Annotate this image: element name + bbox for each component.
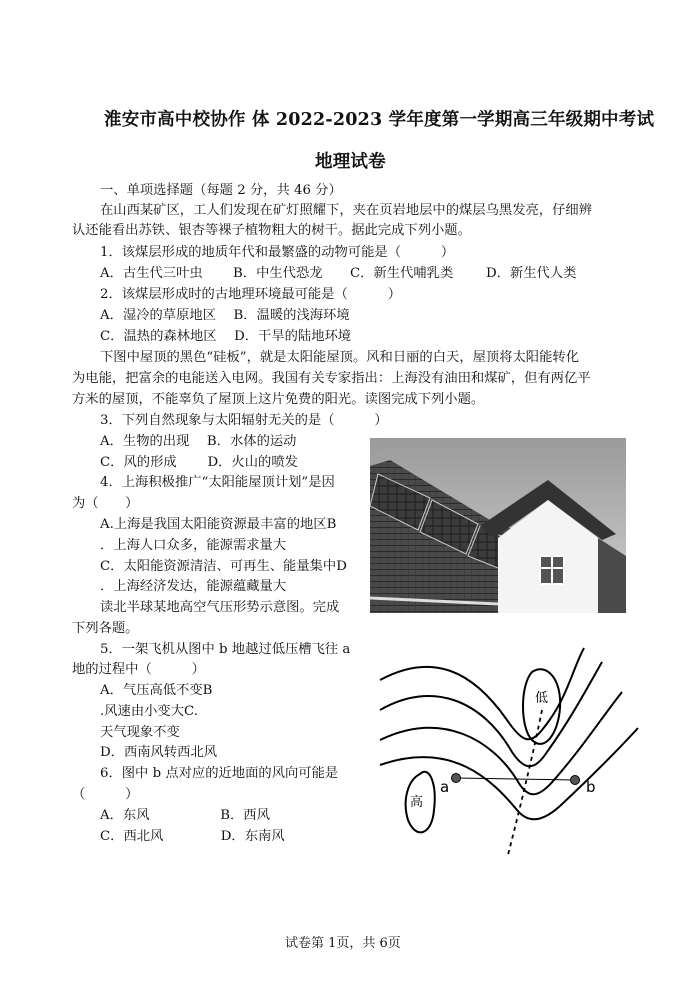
passage-3-line-2: 下列各题。 — [72, 621, 139, 636]
passage-2-line-1: 下图中屋顶的黑色“硅板”，就是太阳能屋顶。风和日丽的白天，屋顶将太阳能转化 — [100, 350, 579, 365]
solar-roof-photo — [370, 438, 626, 613]
question-4-option-line-4: ．上海经济发达，能源蕴藏量大 — [100, 579, 287, 594]
question-6-stem-line-2: （ ） — [72, 787, 139, 802]
question-2-options-line-1: A．湿冷的草原地区 B．温暖的浅海环境 — [100, 308, 350, 323]
question-6-options-line-2: C．西北风 D．东南风 — [100, 829, 285, 844]
point-a-label: a — [440, 778, 450, 796]
low-pressure-label: 低 — [535, 691, 549, 706]
question-4-option-line-1: A.上海是我国太阳能资源最丰富的地区B — [100, 517, 337, 532]
question-2-stem: 2．该煤层形成时的古地理环境最可能是（ ） — [100, 287, 401, 302]
question-6-stem-line-1: 6．图中 b 点对应的近地面的风向可能是 — [100, 766, 339, 781]
question-3-stem: 3．下列自然现象与太阳辐射无关的是（ ） — [100, 413, 388, 428]
exam-title: 淮安市高中校协作 体 2022-2023 学年度第一学期高三年级期中考试 — [104, 110, 655, 130]
high-pressure-label: 高 — [410, 795, 424, 810]
question-4-option-line-2: ．上海人口众多，能源需求量大 — [100, 538, 287, 553]
passage-3-line-1: 读北半球某地高空气压形势示意图。完成 — [100, 600, 340, 615]
question-3-options-line-1: A．生物的出现 B．水体的运动 — [100, 434, 297, 449]
passage-2-line-2: 为电能，把富余的电能送入电网。我国有关专家指出：上海没有油田和煤矿，但有两亿平 — [72, 371, 591, 386]
passage-1-line-2: 认还能看出苏铁、银杏等裸子植物粗大的树干。据此完成下列小题。 — [72, 223, 471, 238]
question-5-stem-line-2: 地的过程中（ ） — [72, 662, 205, 677]
passage-1-line-1: 在山西某矿区，工人们发现在矿灯照耀下，夹在页岩地层中的煤层乌黑发亮，仔细辨 — [100, 203, 592, 218]
point-b-label: b — [586, 778, 596, 796]
question-1-option-d: D．新生代人类 — [486, 266, 577, 281]
question-4-stem-line-2: 为（ ） — [72, 496, 139, 511]
question-5-stem-line-1: 5．一架飞机从图中 b 地越过低压槽飞往 a — [100, 642, 351, 657]
section-heading: 一、单项选择题（每题 2 分，共 46 分） — [100, 183, 342, 198]
page-footer: 试卷第 1页，共 6页 — [285, 936, 401, 951]
question-5-option-line-4: D．西南风转西北风 — [100, 745, 218, 760]
question-5-option-line-1: A．气压高低不变B — [100, 683, 213, 698]
question-3-options-line-2: C．风的形成 D．火山的喷发 — [100, 455, 298, 470]
question-1-stem: 1．该煤层形成的地质年代和最繁盛的动物可能是（ ） — [100, 245, 455, 260]
question-1-option-b: B．中生代恐龙 — [233, 266, 323, 281]
question-5-option-line-3: 天气现象不变 — [100, 725, 180, 740]
question-2-options-line-2: C．温热的森林地区 D．干旱的陆地环境 — [100, 329, 352, 344]
question-4-option-line-3: C．太阳能资源清洁、可再生、能量集中D — [100, 559, 347, 574]
passage-2-line-3: 方米的屋顶，不能辜负了屋顶上这片免费的阳光。读图完成下列小题。 — [72, 392, 485, 407]
question-5-option-line-2: .风速由小变大C. — [100, 704, 198, 719]
pressure-map — [372, 640, 642, 860]
question-6-options-line-1: A．东风 B．西风 — [100, 808, 270, 823]
question-1-option-a: A．古生代三叶虫 — [100, 266, 203, 281]
question-4-stem-line-1: 4．上海积极推广“太阳能屋顶计划”是因 — [100, 475, 335, 490]
exam-subtitle: 地理试卷 — [315, 152, 386, 172]
question-1-option-c: C．新生代哺乳类 — [350, 266, 454, 281]
